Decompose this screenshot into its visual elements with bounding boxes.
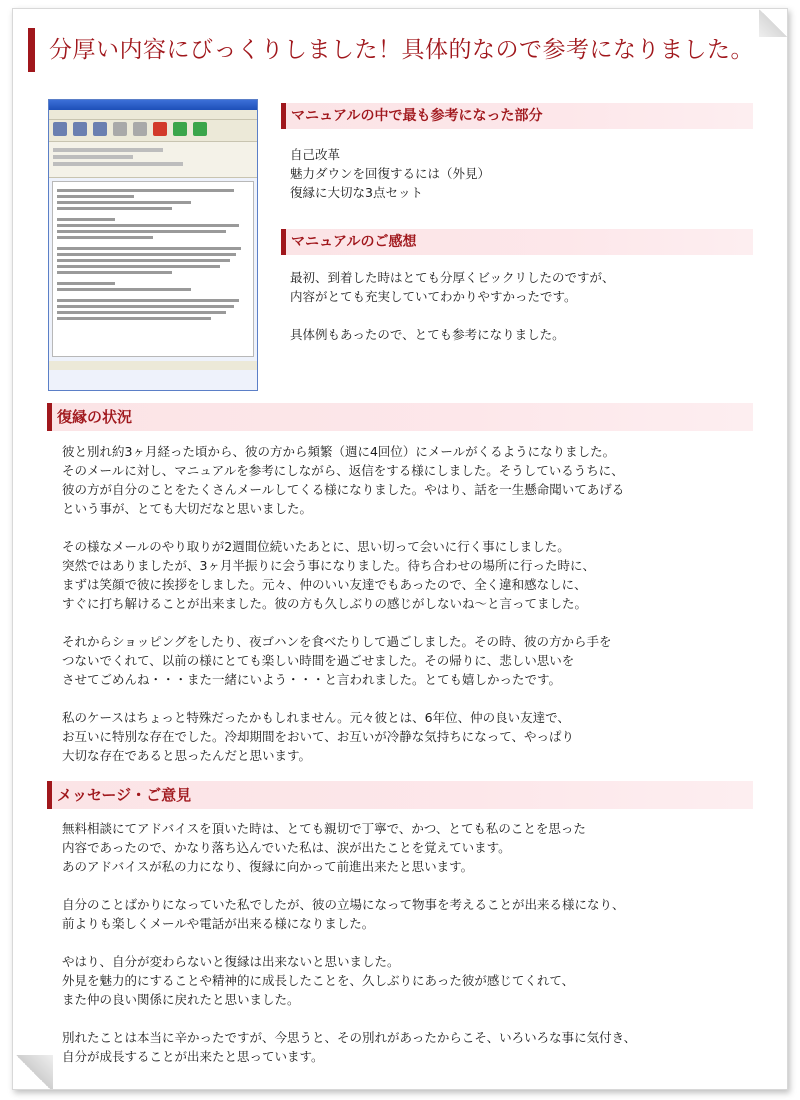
- message-line: やはり、自分が変わらないと復縁は出来ないと思いました。: [62, 954, 400, 969]
- email-body: [52, 181, 254, 357]
- message-line: 無料相談にてアドバイスを頂いた時は、とても親切で丁寧で、かつ、とても私のことを思った: [62, 821, 586, 836]
- impressions-text: [290, 268, 615, 344]
- email-titlebar: [49, 100, 257, 110]
- status-line: そのメールに対し、マニュアルを参考にしながら、返信をする様にしました。そうしているうちに、: [62, 463, 624, 478]
- status-line: 突然ではありましたが、3ヶ月半振りに会う事になりました。待ち合わせの場所に行った時に、: [62, 558, 595, 573]
- status-line: 私のケースはちょっと特殊だったかもしれません。元々彼とは、6年位、仲の良い友達で、: [62, 710, 570, 725]
- section-heading-impressions: マニュアルのご感想: [281, 229, 753, 255]
- status-line: お互いに特別な存在でした。冷却期間をおいて、お互いが冷静な気持ちになって、やっぱり: [62, 729, 575, 744]
- status-line: つないでくれて、以前の様にとても楽しい時間を過ごせました。その帰りに、悲しい思いを: [62, 653, 575, 668]
- message-line: 自分のことばかりになっていた私でしたが、彼の立場になって物事を考えることが出来る様になり、: [62, 897, 625, 912]
- status-line: それからショッピングをしたり、夜ゴハンを食べたりして過ごしました。その時、彼の方から手を: [62, 634, 612, 649]
- status-line: という事が、とても大切だなと思いました。: [62, 501, 313, 516]
- message-text: [62, 819, 636, 1066]
- email-statusbar: [49, 361, 257, 370]
- status-line: 彼と別れ約3ヶ月経った頃から、彼の方から頻繁（週に4回位）にメールがくるようになりました。: [62, 444, 616, 459]
- impressions-line: 具体例もあったので、とても参考になりました。: [290, 327, 565, 342]
- message-line: 前よりも楽しくメールや電話が出来る様になりました。: [62, 916, 375, 931]
- status-line: [62, 518, 624, 537]
- status-line: まずは笑顔で彼に挨拶をしました。元々、仲のいい友達でもあったので、全く違和感なしに、: [62, 577, 587, 592]
- impressions-line: [290, 306, 615, 325]
- impressions-line: 内容がとても充実していてわかりやすかったです。: [290, 289, 577, 304]
- message-line: [62, 876, 636, 895]
- status-text: [62, 442, 624, 765]
- section-heading-message: メッセージ・ご意見: [47, 781, 753, 809]
- message-line: 自分が成長することが出来たと思っています。: [62, 1049, 324, 1064]
- status-line: その様なメールのやり取りが2週間位続いたあとに、思い切って会いに行く事にしました。: [62, 539, 570, 554]
- email-menubar: [49, 110, 257, 120]
- impressions-line: 最初、到着した時はとても分厚くビックリしたのですが、: [290, 270, 615, 285]
- email-headers: [49, 142, 257, 178]
- status-line: [62, 613, 624, 632]
- useful-line: 魅力ダウンを回復するには（外見）: [290, 166, 491, 181]
- message-line: [62, 933, 636, 952]
- status-line: 大切な存在であると思ったんだと思います。: [62, 748, 312, 763]
- message-line: 別れたことは本当に辛かったですが、今思うと、その別れがあったからこそ、いろいろな事に気付き、: [62, 1030, 637, 1045]
- status-line: [62, 689, 624, 708]
- useful-line: 復縁に大切な3点セット: [290, 185, 423, 200]
- page-curl-bottom-left: [13, 1055, 53, 1089]
- message-line: また仲の良い関係に戻れたと思いました。: [62, 992, 300, 1007]
- useful-line: 自己改革: [290, 147, 341, 162]
- email-screenshot: [48, 99, 258, 391]
- useful-parts-text: [290, 145, 490, 202]
- status-line: 彼の方が自分のことをたくさんメールしてくる様になりました。やはり、話を一生懸命聞いてあげる: [62, 482, 625, 497]
- page-title: 分厚い内容にびっくりしました！具体的なので参考になりました。: [28, 28, 754, 72]
- page-curl-top-right: [759, 9, 787, 37]
- status-line: すぐに打ち解けることが出来ました。彼の方も久しぶりの感じがしないね～と言ってました。: [62, 596, 588, 611]
- status-line: させてごめんね・・・また一緒にいよう・・・と言われました。とても嬉しかったです。: [62, 672, 562, 687]
- message-line: あのアドバイスが私の力になり、復縁に向かって前進出来たと思います。: [62, 859, 474, 874]
- message-line: [62, 1009, 636, 1028]
- message-line: 外見を魅力的にすることや精神的に成長したことを、久しぶりにあった彼が感じてくれて、: [62, 973, 575, 988]
- section-heading-status: 復縁の状況: [47, 403, 753, 431]
- section-heading-useful: マニュアルの中で最も参考になった部分: [281, 103, 753, 129]
- email-toolbar: [49, 120, 257, 142]
- message-line: 内容であったので、かなり落ち込んでいた私は、涙が出たことを覚えています。: [62, 840, 511, 855]
